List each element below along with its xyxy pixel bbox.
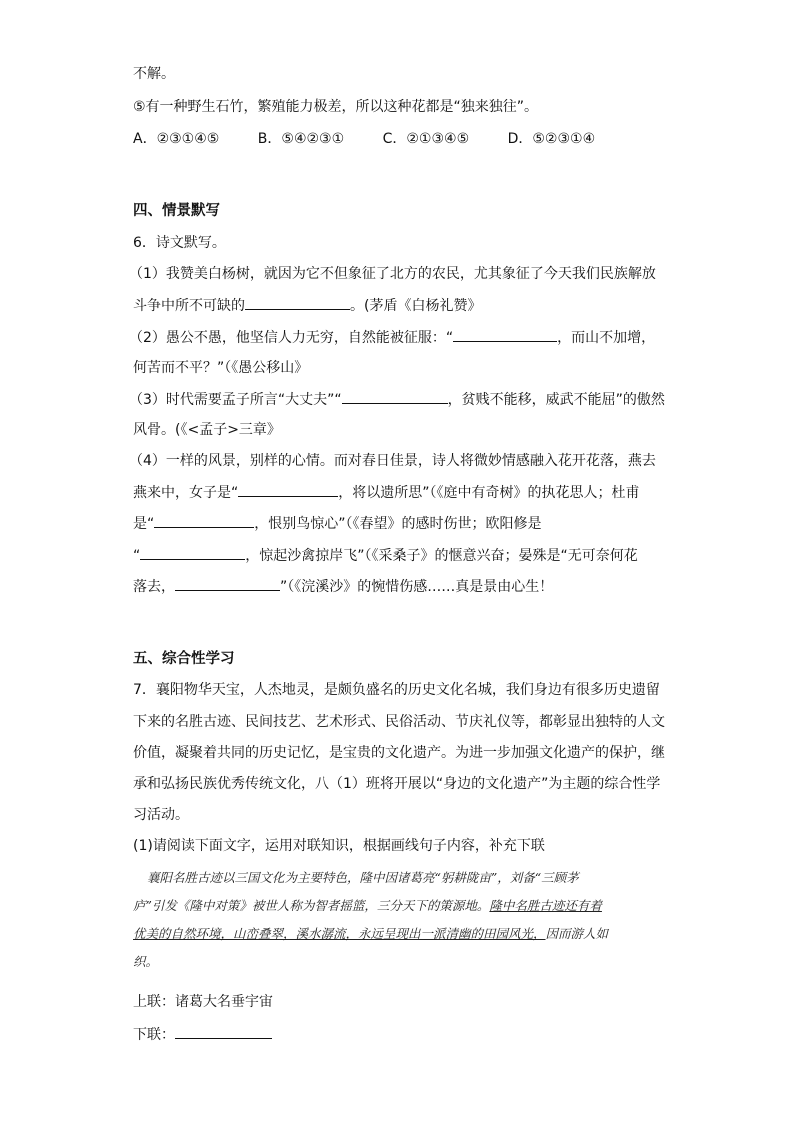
q7-line-4: 承和弘扬民族优秀传统文化，八（1）班将开展以“身边的文化遗产”为主题的综合性学 (133, 776, 661, 792)
q6-4-c-post: ，恨别鸟惊心”（《春望》的感时伤世；欧阳修是 (254, 516, 542, 532)
passage-line-4: 织。 (133, 954, 159, 969)
q6-2-blank[interactable] (453, 327, 557, 342)
q6-1-post: 。(茅盾《白杨礼赞》 (350, 298, 482, 314)
q6-1-blank[interactable] (245, 295, 350, 310)
q6-2-line-b: 何苦而不平？”（《愚公移山》 (133, 360, 309, 376)
upper-couplet: 上联：诸葛大名垂宇宙 (133, 994, 273, 1010)
passage-line-3 (133, 920, 659, 948)
q6-4-line-d (133, 545, 638, 566)
q6-3-pre: （3）时代需要孟子所言“大丈夫”“ (129, 392, 342, 408)
q6-3-line-a (129, 389, 665, 410)
q6-4-blank-3[interactable] (140, 545, 245, 560)
q6-3-post: ，贫贱不能移，威武不能屈”的傲然 (447, 392, 665, 408)
q6-4-c-pre: 是“ (133, 516, 155, 532)
q6-2-post: ，而山不加增， (557, 330, 656, 346)
q6-4-line-a: （4）一样的风景，别样的心情。而对春日佳景，诗人将微妙情感融入花开花落，燕去 (129, 453, 656, 469)
passage-line-1: 襄阳名胜古迹以三国文化为主要特色，隆中因诸葛亮“躬耕陇亩”，刘备“三顾茅 (147, 870, 579, 885)
q5-item-5: ⑤有一种野生石竹，繁殖能力极差，所以这种花都是“独来独往”。 (133, 99, 539, 115)
q7-sub-1: (1)请阅读下面文字，运用对联知识，根据画线句子内容，补充下联 (133, 838, 545, 854)
q6-4-line-b (133, 482, 640, 503)
lower-couplet-label: 下联： (133, 1027, 175, 1043)
q6-stem: 6．诗文默写。 (133, 235, 226, 251)
q6-2-line-a (129, 327, 655, 348)
section-5-title: 五、综合性学习 (133, 651, 235, 667)
passage-3-underlined: 优美的自然环境，山峦叠翠，溪水潺流，永远呈现出一派清幽的田园风光， (133, 926, 546, 941)
q6-1-pre: 斗争中所不可缺的 (133, 298, 245, 314)
q6-4-d-post: ，惊起沙禽掠岸飞”（《采桑子》的惬意兴奋；晏殊是“无可奈何花 (245, 548, 638, 564)
option-d[interactable]: D．⑤②③①④ (507, 131, 596, 147)
q6-4-blank-4[interactable] (175, 576, 280, 591)
q6-4-line-e (133, 576, 553, 597)
lower-couplet (133, 1024, 272, 1045)
q5-line-top: 不解。 (133, 66, 175, 82)
reading-passage (133, 864, 659, 976)
q7-line-1: 7．襄阳物华天宝，人杰地灵，是颇负盛名的历史文化名城，我们身边有很多历史遗留 (133, 682, 660, 698)
q6-4-line-c (133, 513, 542, 534)
q7-line-3: 价值，凝聚着共同的历史记忆，是宝贵的文化遗产。为进一步加强文化遗产的保护，继 (133, 745, 665, 761)
q6-4-blank-2[interactable] (154, 513, 254, 528)
q6-4-e-pre: 落去， (133, 579, 175, 595)
option-c[interactable]: C．②①③④⑤ (382, 131, 470, 147)
q7-line-2: 下来的名胜古迹、民间技艺、艺术形式、民俗活动、节庆礼仪等，都彰显出独特的人文 (133, 714, 665, 730)
lower-couplet-blank[interactable] (175, 1024, 272, 1039)
q6-3-line-b: 风骨。(《<孟子>三章》 (133, 422, 281, 438)
q6-4-d-pre: “ (133, 548, 141, 564)
q6-4-e-post: ”（《浣溪沙》的惋惜伤感……真是景由心生！ (280, 579, 554, 595)
q6-3-blank[interactable] (342, 389, 448, 404)
q6-1-line-b (133, 295, 481, 316)
passage-2-underlined: 隆中名胜古迹还有着 (489, 898, 602, 913)
q7-line-5: 习活动。 (133, 807, 189, 823)
q5-options (133, 129, 629, 149)
q6-4-blank-1[interactable] (238, 482, 338, 497)
passage-3-plain: 因而游人如 (545, 926, 609, 941)
q6-4-b-pre: 燕来中，女子是“ (133, 485, 239, 501)
option-b[interactable]: B．⑤④②③① (257, 131, 345, 147)
q6-1-line-a: （1）我赞美白杨树，就因为它不但象征了北方的农民，尤其象征了今天我们民族解放 (129, 266, 656, 282)
section-4-title: 四、情景默写 (133, 203, 220, 219)
passage-line-2 (133, 892, 659, 920)
q6-4-b-post: ，将以遗所思”（《庭中有奇树》的执花思人；杜甫 (338, 485, 640, 501)
q6-2-pre: （2）愚公不愚，他坚信人力无穷，自然能被征服：“ (129, 330, 454, 346)
passage-2-plain: 庐”引发《隆中对策》被世人称为智者摇篮，三分天下的策源地。 (133, 898, 490, 913)
option-a[interactable]: A．②③①④⑤ (133, 131, 220, 147)
